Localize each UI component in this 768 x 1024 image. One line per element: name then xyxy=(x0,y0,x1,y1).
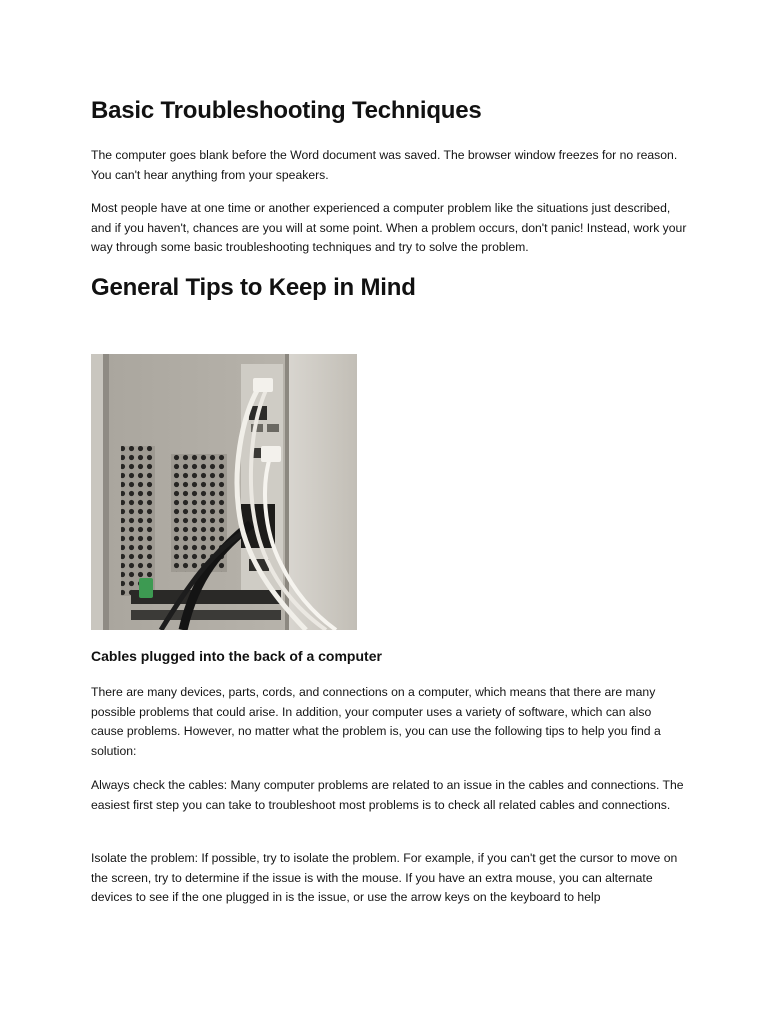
body-paragraph-1: There are many devices, parts, cords, and connections on a computer, which means that there are many possible problems that could arise. In addition, your computer uses a variety of software, which can also cause problems. However, no matter what the problem is, you can use the following tips to help you find a solution: xyxy=(91,685,661,758)
page-title: Basic Troubleshooting Techniques xyxy=(91,97,482,124)
figure-caption: Cables plugged into the back of a computer xyxy=(91,648,382,664)
intro-paragraph-1: The computer goes blank before the Word document was saved. The browser window freezes for no reason. You can't hear anything from your speakers. xyxy=(91,148,678,182)
section-heading: General Tips to Keep in Mind xyxy=(91,274,416,301)
computer-cables-illustration xyxy=(91,354,357,630)
computer-cables-photo xyxy=(91,354,357,630)
body-paragraph-2: Always check the cables: Many computer problems are related to an issue in the cables and connections. The easiest first step you can take to troubleshoot most problems is to check all related cables and connections. xyxy=(91,778,684,812)
intro-paragraph-2: Most people have at one time or another experienced a computer problem like the situations just described, and if you haven't, chances are you will at some point. When a problem occurs, don't panic! Instead, work your way through some basic troubleshooting techniques and try to solve the problem. xyxy=(91,201,687,254)
body-paragraph-3: Isolate the problem: If possible, try to isolate the problem. For example, if you can't get the cursor to move on the screen, try to determine if the issue is with the mouse. If you have an extra mouse, you can alternate devices to see if the one plugged in is the issue, or use the arrow keys on the keyboard to help xyxy=(91,851,678,904)
